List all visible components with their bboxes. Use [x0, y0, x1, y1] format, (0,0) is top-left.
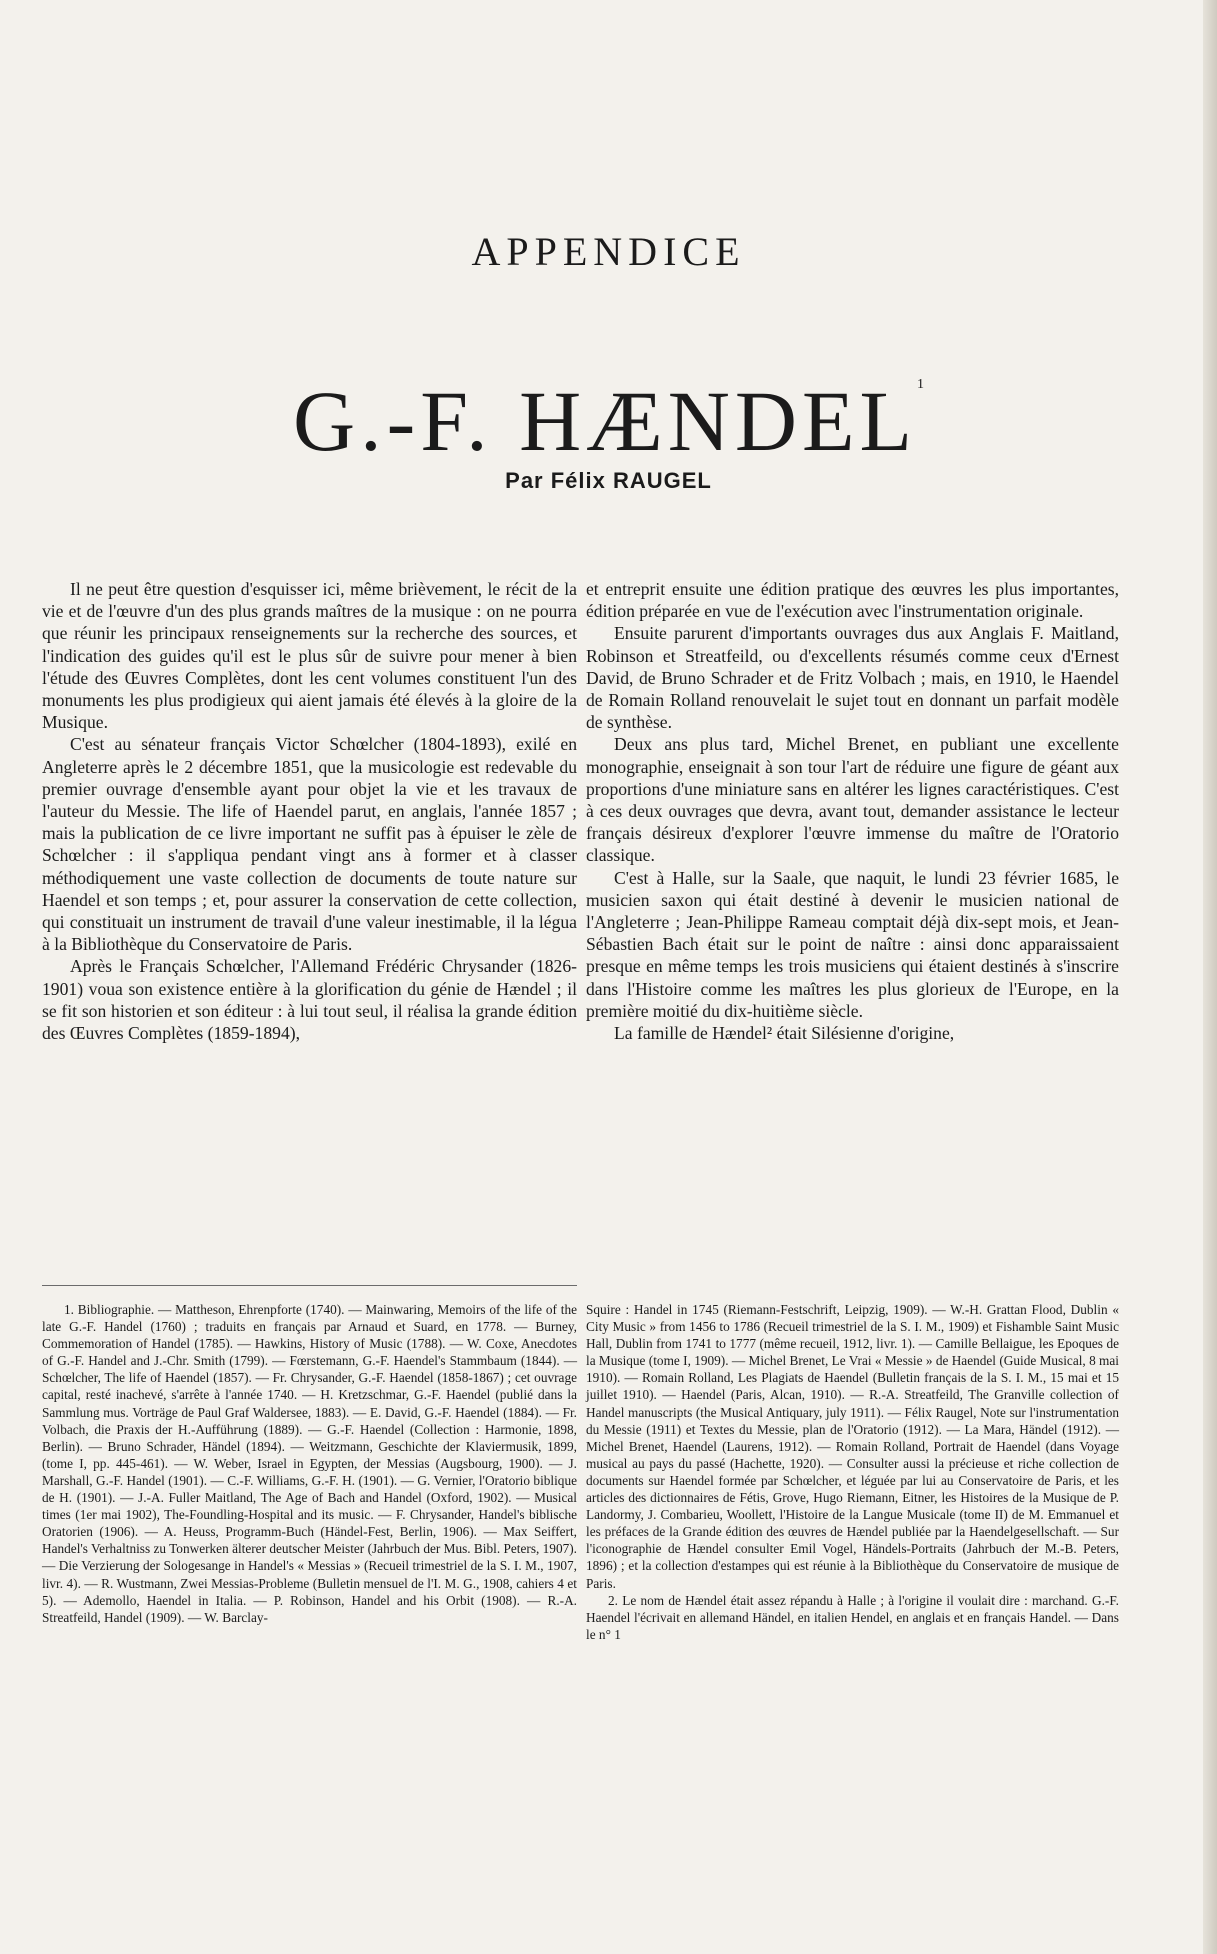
- footnotes-left: [42, 1301, 577, 1626]
- footnotes-right: [586, 1301, 1119, 1643]
- paragraph: Deux ans plus tard, Michel Brenet, en publiant une excellente monographie, enseignait à son tour l'art de réduire une figure de géant aux proportions d'une miniature sans en altérer les lignes caractéristiques. C'est à ces deux ouvrages que devra, avant tout, demander assistance le lecteur français désireux d'explorer l'œuvre immense du maître de l'Oratorio classique.: [586, 734, 1119, 866]
- title-footnote-marker: 1: [917, 377, 925, 392]
- title-text: G.-F. HÆNDEL: [292, 373, 918, 469]
- paragraph: La famille de Hændel² était Silésienne d'origine,: [614, 1023, 955, 1044]
- footnote: 1. Bibliographie. — Mattheson, Ehrenpforte (1740). — Mainwaring, Memoirs of the life of the late G.-F. Handel (1760) ; traduits en français par Arnaud et Suard, en 1778. — Burney, Commemoration of Handel (1785). — Hawkins, History of Music (1788). — W. Coxe, Anecdotes of G.-F. Handel and J.-Chr. Smith (1799). — Fœrstemann, G.-F. Haendel's Stammbaum (1844). — Schœlcher, The life of Haendel (1857). — Fr. Chrysander, G.-F. Haendel (1858-1867) ; cet ouvrage capital, resté inachevé, s'arrête à l'année 1740. — H. Kretzschmar, G.-F. Haendel (publié dans la Sammlung mus. Vorträge de Paul Graf Waldersee, 1883). — E. David, G.-F. Haendel (1884). — Fr. Volbach, die Praxis der H.-Aufführung (1889). — G.-F. Haendel (Collection : Harmonie, 1898, Berlin). — Bruno Schrader, Händel (1894). — Weitzmann, Geschichte der Klaviermusik, 1899, (tome I, pp. 445-461). — W. Weber, Israel in Egypten, der Messias (Augsbourg, 1900). — J. Marshall, G.-F. Handel (1901). — C.-F. Williams, G.-F. H. (1901). — G. Vernier, l'Oratorio biblique de H. (1901). — J.-A. Fuller Maitland, The Age of Bach and Handel (Oxford, 1902). — Musical times (1er mai 1902), The-Foundling-Hospital and its music. — F. Chrysander, Handel's biblische Oratorien (1906). — A. Heuss, Programm-Buch (Händel-Fest, Berlin, 1906). — Max Seiffert, Handel's Verhaltniss zu Tonwerken älterer deutscher Meister (Jahrbuch der Mus. Bibl. Peters, 1907). — Die Verzierung der Sologesange in Handel's « Messias » (Recueil trimestriel de la S. I. M., 1907, livr. 4). — R. Wustmann, Zwei Messias-Probleme (Bulletin mensuel de l'I. M. G., 1908, cahiers 4 et 5). — Ademollo, Haendel in Italia. — P. Robinson, Handel and his Orbit (1908). — R.-A. Streatfeild, Handel (1909). — W. Barclay-: [42, 1302, 577, 1625]
- body-column-left: [42, 578, 577, 1044]
- paragraph: Il ne peut être question d'esquisser ici, même brièvement, le récit de la vie et de l'œuvre d'un des plus grands maîtres de la musique : on ne pourra que réunir les principaux renseignements sur la recherche des sources, et l'indication des guides qu'il est le plus sûr de suivre pour mener à bien l'étude des Œuvres Complètes, dont les cent volumes constituent l'un des monuments les plus prodigieux qui aient jamais été élevés à la gloire de la Musique.: [42, 579, 577, 733]
- paragraph: C'est à Halle, sur la Saale, que naquit, le lundi 23 février 1685, le musicien saxon qui était destiné à devenir le musicien national de l'Angleterre ; Jean-Philippe Rameau comptait déjà dix-sept mois, et Jean-Sébastien Bach était sur le point de naître : ainsi donc apparaissaient presque en même temps les trois musiciens qui étaient destinés à s'inscrire dans l'Histoire comme les maîtres les plus glorieux de l'Europe, en la première moitié du dix-huitième siècle.: [586, 867, 1119, 1021]
- paragraph: Après le Français Schœlcher, l'Allemand Frédéric Chrysander (1826-1901) voua son existence entière à la glorification du génie de Hændel ; il se fit son historien et son éditeur : à lui tout seul, il réalisa la grande édition des Œuvres Complètes (1859-1894),: [42, 956, 577, 1044]
- section-heading: APPENDICE: [471, 229, 746, 274]
- footnote: 2. Le nom de Hændel était assez répandu à Halle ; à l'origine il voulait dire : marchand. G.-F. Haendel l'écrivait en allemand Händel, en italien Hendel, en anglais et en français Handel. — Dans le n° 1: [586, 1592, 1119, 1642]
- footnote-rule: [42, 1285, 577, 1286]
- body-column-right: [586, 578, 1119, 1044]
- page-title: [0, 373, 1217, 469]
- paragraph: Ensuite parurent d'importants ouvrages dus aux Anglais F. Maitland, Robinson et Streatfeild, ou d'excellents résumés comme ceux d'Ernest David, de Bruno Schrader et de Fritz Volbach ; mais, en 1910, le Haendel de Romain Rolland renouvelait le sujet tout en donnant un parfait modèle de synthèse.: [586, 623, 1119, 733]
- footnote: Squire : Handel in 1745 (Riemann-Festschrift, Leipzig, 1909). — W.-H. Grattan Flood, Dublin « City Music » from 1456 to 1786 (Recueil trimestriel de la S. I. M., 1909) et Fishamble Saint Music Hall, Dublin from 1741 to 1777 (même recueil, 1912, livr. 1). — Camille Bellaigue, les Epoques de la Musique (tome I, 1909). — Michel Brenet, Le Vrai « Messie » de Haendel (Guide Musical, 8 mai 1910). — Romain Rolland, Les Plagiats de Haendel (Bulletin français de la S. I. M., 15 mai et 15 juillet 1910). — Haendel (Paris, Alcan, 1910). — R.-A. Streatfeild, The Granville collection of Handel manuscripts (the Musical Antiquary, july 1911). — Félix Raugel, Note sur l'instrumentation du Messie (1911) et Textes du Messie, plan de l'Oratorio (1912). — La Mara, Händel (1912). — Michel Brenet, Haendel (Laurens, 1912). — Romain Rolland, Portrait de Haendel (dans Voyage musical au pays du passé (Hachette, 1920). — Consulter aussi la précieuse et riche collection de documents sur Haendel formée par Schœlcher, et léguée par lui au Conservatoire de Paris, et les articles des dictionnaires de Fétis, Grove, Hugo Riemann, Eitner, les Histoires de la Musique de P. Landormy, J. Combarieu, Woollett, l'Histoire de la Langue Musicale (tome II) de M. Emmanuel et les préfaces de la Grande édition des œuvres de Hændel publiée par la Haendelgesellschaft. — Sur l'iconographie de Hændel consulter Emil Vogel, Händels-Portraits (Jahrbuch der M.-B. Peters, 1896) ; et la collection d'estampes qui est réunie à la Bibliothèque du Conservatoire de musique de Paris.: [586, 1302, 1119, 1591]
- paragraph: C'est au sénateur français Victor Schœlcher (1804-1893), exilé en Angleterre après le 2 décembre 1851, que la musicologie est redevable du premier ouvrage d'ensemble ayant pour objet la vie et les travaux de l'auteur du Messie. The life of Haendel parut, en anglais, l'année 1857 ; mais la publication de ce livre important ne suffit pas à épuiser le zèle de Schœlcher : il s'appliqua pendant vingt ans à former et à classer méthodiquement une vaste collection de documents de toute nature sur Haendel et son temps ; et, pour assurer la conservation de cette collection, qui constituait un instrument de travail d'une valeur inestimable, il la légua à la Bibliothèque du Conservatoire de Paris.: [42, 734, 577, 955]
- page-edge: [1203, 0, 1217, 1954]
- author-byline: Par Félix RAUGEL: [505, 468, 712, 493]
- paragraph: et entreprit ensuite une édition pratique des œuvres les plus importantes, édition préparée en vue de l'exécution avec l'instrumentation originale.: [586, 579, 1119, 622]
